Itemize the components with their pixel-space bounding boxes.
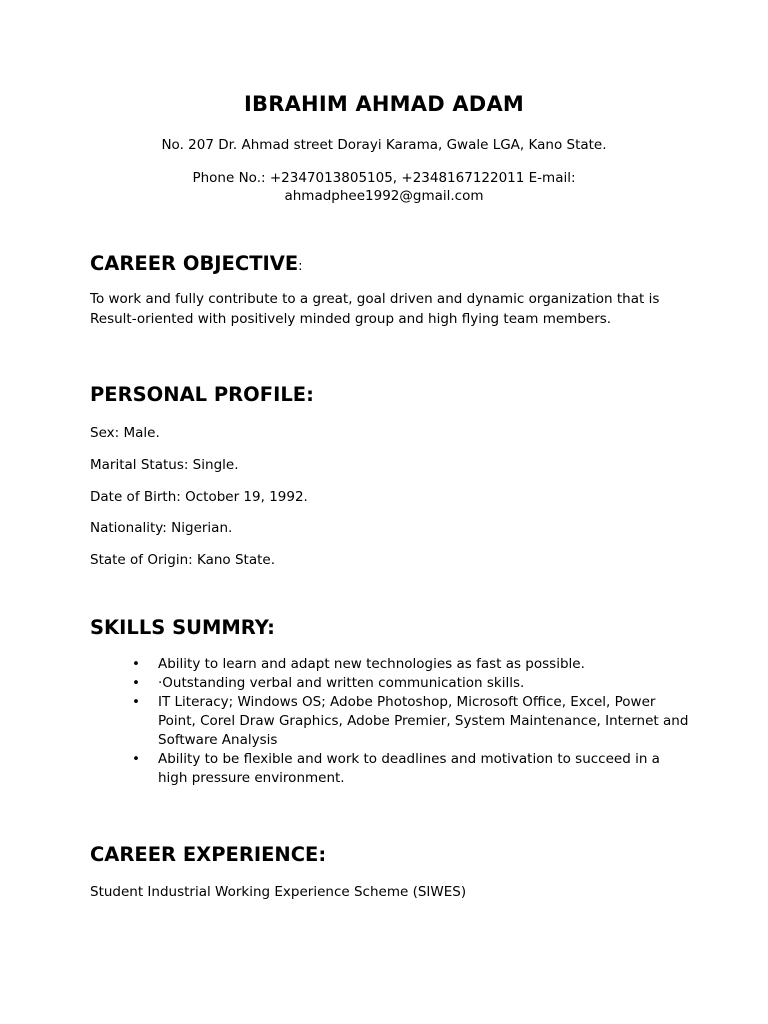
list-item [130, 674, 690, 693]
career-experience-text: Student Industrial Working Experience Scheme (SIWES) [90, 884, 467, 900]
applicant-name: IBRAHIM AHMAD ADAM [244, 92, 524, 116]
skills-summary-heading: SKILLS SUMMRY: [90, 616, 275, 639]
bullet-icon: • [132, 675, 140, 691]
skill-text: Ability to be flexible and work to deadlines and motivation to succeed in a high pressure environment. [158, 751, 660, 786]
skill-text: ·Outstanding verbal and written communication skills. [158, 675, 525, 691]
career-objective-heading [90, 252, 303, 275]
career-objective-colon: : [298, 259, 303, 274]
skills-list [130, 655, 690, 788]
bullet-icon: • [132, 694, 140, 710]
personal-profile-heading: PERSONAL PROFILE: [90, 383, 314, 406]
skill-text: Ability to learn and adapt new technologies as fast as possible. [158, 656, 585, 672]
profile-state-of-origin: State of Origin: Kano State. [90, 552, 275, 568]
contact-phone-line: Phone No.: +2347013805105, +2348167122011 E-mail: [192, 170, 576, 186]
profile-nationality: Nationality: Nigerian. [90, 520, 233, 536]
bullet-icon: • [132, 751, 140, 767]
profile-marital-status: Marital Status: Single. [90, 457, 239, 473]
career-objective-title: CAREER OBJECTIVE [90, 252, 299, 275]
profile-date-of-birth: Date of Birth: October 19, 1992. [90, 489, 308, 505]
contact-email: ahmadphee1992@gmail.com [284, 188, 484, 204]
list-item [130, 693, 690, 750]
list-item [130, 655, 690, 674]
bullet-icon: • [132, 656, 140, 672]
skill-text: IT Literacy; Windows OS; Adobe Photoshop, Microsoft Office, Excel, Power Point, Corel Draw Graphics, Adobe Premier, System Maintenance, Internet and Software Analysis [158, 694, 689, 748]
career-experience-heading: CAREER EXPERIENCE: [90, 843, 327, 866]
list-item [130, 750, 690, 788]
career-objective-text: To work and fully contribute to a great, goal driven and dynamic organization that is Result-oriented with positively minded group and high flying team members. [90, 291, 660, 327]
applicant-address: No. 207 Dr. Ahmad street Dorayi Karama, Gwale LGA, Kano State. [161, 137, 607, 153]
contact-info [0, 169, 768, 205]
profile-sex: Sex: Male. [90, 425, 160, 441]
